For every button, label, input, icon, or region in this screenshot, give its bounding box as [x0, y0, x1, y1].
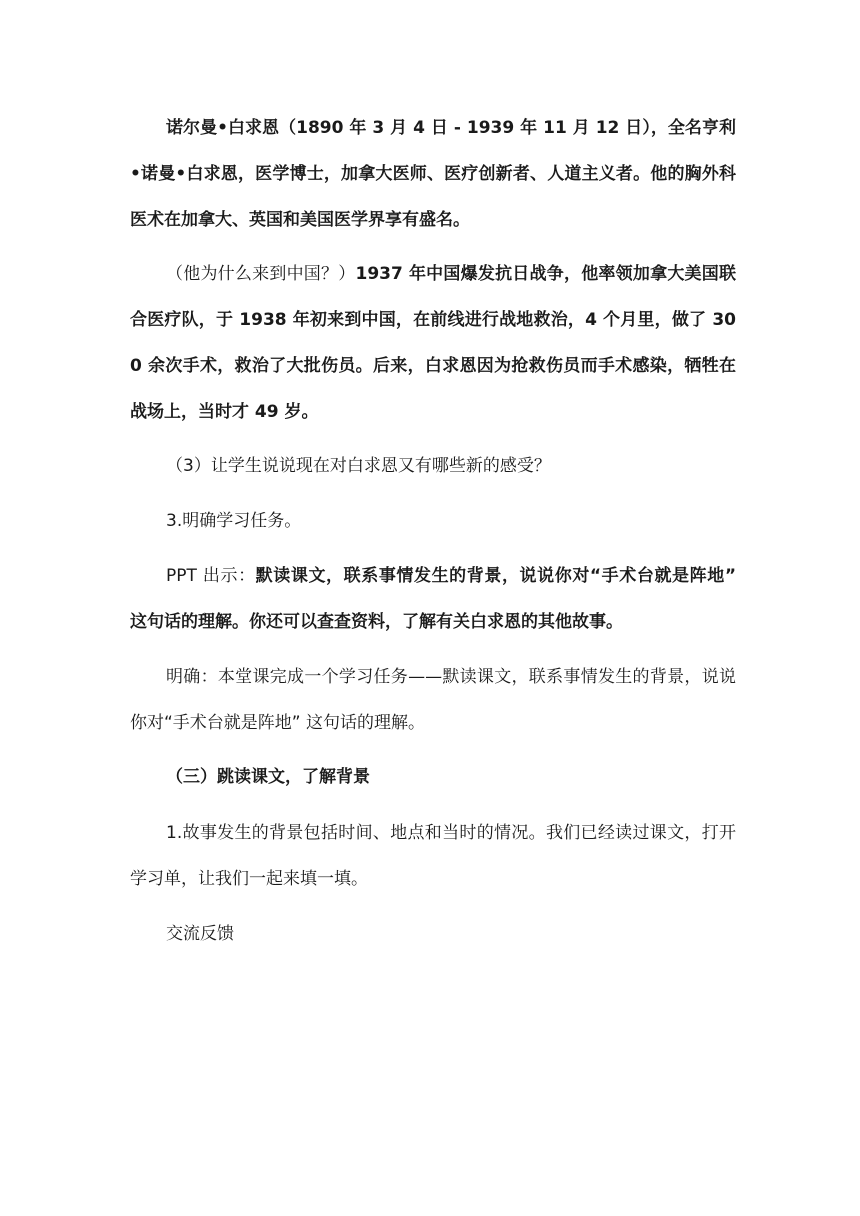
learning-task-heading-text: 3.明确学习任务。 — [166, 511, 302, 531]
why-china-paragraph — [130, 251, 736, 435]
section-three-heading — [130, 754, 736, 800]
feedback-text: 交流反馈 — [166, 924, 234, 944]
feedback-paragraph — [130, 911, 736, 957]
feelings-prompt-text: （3）让学生说说现在对白求恩又有哪些新的感受？ — [166, 456, 551, 476]
background-paragraph — [130, 810, 736, 902]
ppt-display-content: 默读课文，联系事情发生的背景，说说你对“手术台就是阵地” 这句话的理解。你还可以查查资料，了解有关白求恩的其他故事。 — [130, 566, 736, 632]
clarify-paragraph — [130, 654, 736, 746]
ppt-display-label: PPT 出示： — [166, 566, 256, 586]
bethune-bio-text: 诺尔曼•白求恩（1890 年 3 月 4 日 - 1939 年 11 月 12 日），全名亨利•诺曼•白求恩，医学博士，加拿大医师、医疗创新者、人道主义者。他的胸外科医术在加拿大、英国和美国医学界享有盛名。 — [130, 118, 736, 230]
ppt-display-paragraph — [130, 553, 736, 645]
learning-task-heading — [130, 498, 736, 544]
clarify-text: 明确：本堂课完成一个学习任务——默读课文，联系事情发生的背景，说说你对“手术台就是阵地” 这句话的理解。 — [130, 667, 736, 733]
bethune-bio-paragraph — [130, 105, 736, 243]
why-china-question: （他为什么来到中国？） — [166, 264, 356, 284]
background-text: 1.故事发生的背景包括时间、地点和当时的情况。我们已经读过课文，打开学习单，让我们一起来填一填。 — [130, 823, 736, 889]
section-three-heading-text: （三）跳读课文，了解背景 — [166, 767, 370, 787]
feelings-prompt-paragraph — [130, 443, 736, 489]
why-china-answer: 1937 年中国爆发抗日战争，他率领加拿大美国联合医疗队，于 1938 年初来到中国，在前线进行战地救治，4 个月里，做了 300 余次手术，救治了大批伤员。后来，白求恩因为抢救伤员而手术感染，牺牲在战场上，当时才 49 岁。 — [130, 264, 737, 422]
